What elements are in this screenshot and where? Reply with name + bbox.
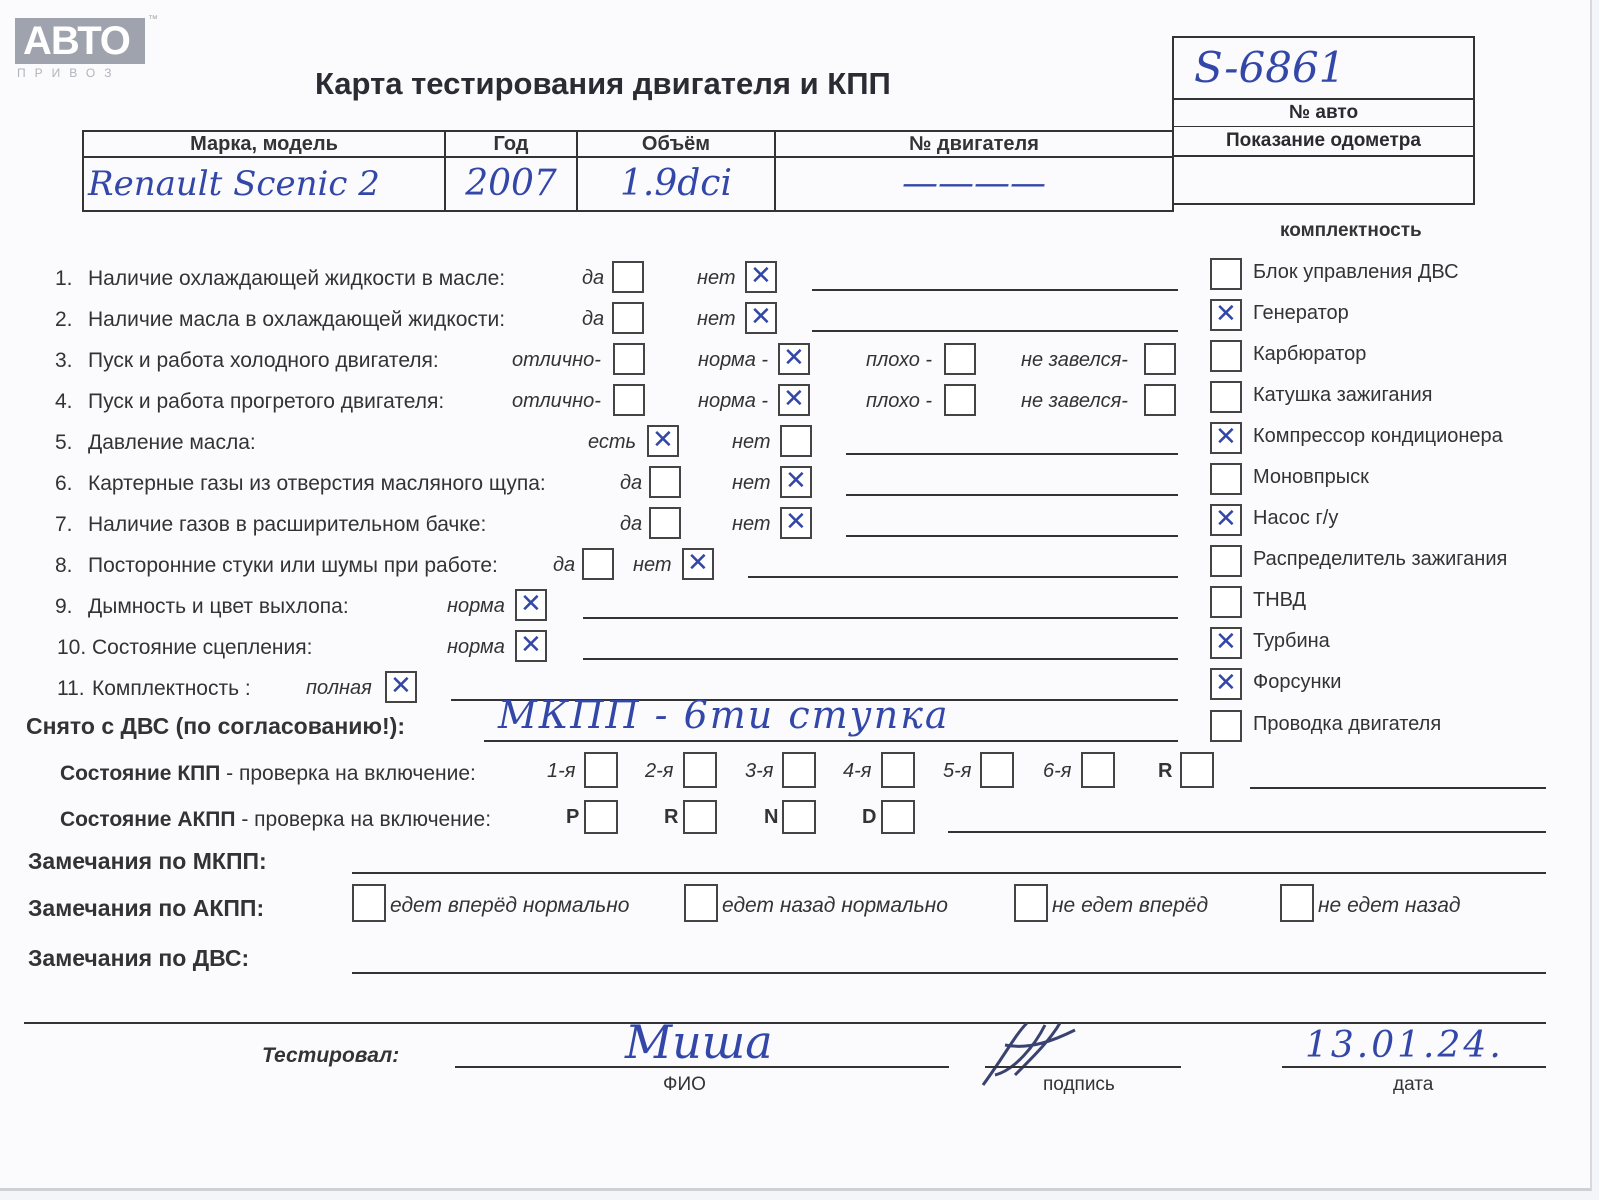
remarks-akpp-label: Замечания по АКПП:: [28, 895, 265, 921]
kpp-line: [1250, 787, 1546, 789]
option-label: нет: [732, 472, 771, 494]
question-number: 10.: [57, 636, 87, 659]
akpp-mode-checkbox[interactable]: [584, 800, 618, 834]
completeness-item-label: ТНВД: [1253, 589, 1307, 611]
question-answer-line: [846, 494, 1178, 496]
option-label: да: [582, 267, 605, 289]
gear-checkbox[interactable]: [683, 752, 717, 788]
question-number: 2.: [55, 308, 73, 331]
question-text: Наличие охлаждающей жидкости в масле:: [88, 267, 506, 290]
option-checkbox[interactable]: [780, 425, 812, 457]
option-checkbox[interactable]: [647, 425, 679, 457]
option-checkbox[interactable]: [944, 343, 976, 375]
gear-label: 4-я: [843, 760, 872, 782]
option-label: плохо -: [866, 349, 933, 371]
option-checkbox[interactable]: [780, 466, 812, 498]
akpp-mode-label: D: [862, 806, 877, 828]
akpp-mode-checkbox[interactable]: [782, 800, 816, 834]
tested-by-label: Тестировал:: [262, 1044, 400, 1067]
option-checkbox[interactable]: [385, 671, 417, 703]
completeness-item-label: Катушка зажигания: [1253, 384, 1433, 406]
akpp-mode-label: N: [764, 806, 779, 828]
page-title: Карта тестирования двигателя и КПП: [315, 66, 891, 101]
volume-label: Объём: [641, 133, 711, 155]
question-number: 4.: [55, 390, 73, 413]
signature-line: [985, 1066, 1181, 1068]
option-checkbox[interactable]: [780, 507, 812, 539]
option-checkbox[interactable]: [778, 384, 810, 416]
option-checkbox[interactable]: [649, 507, 681, 539]
question-answer-line: [812, 330, 1178, 332]
logo-tm: ™: [148, 14, 158, 25]
gear-checkbox[interactable]: [584, 752, 618, 788]
kpp-label-rest: - проверка на включение:: [220, 762, 476, 785]
odometer-value: [1174, 157, 1473, 211]
completeness-item-label: Турбина: [1253, 630, 1330, 652]
remarks-mkpp-label: Замечания по МКПП:: [28, 848, 267, 874]
question-number: 6.: [55, 472, 73, 495]
question-text: Дымность и цвет выхлопа:: [88, 595, 349, 618]
option-label: да: [582, 308, 605, 330]
completeness-checkbox[interactable]: [1210, 545, 1242, 577]
question-text: Пуск и работа прогретого двигателя:: [88, 390, 445, 413]
option-checkbox[interactable]: [612, 261, 644, 293]
completeness-checkbox[interactable]: [1210, 586, 1242, 618]
option-checkbox[interactable]: [745, 302, 777, 334]
gear-checkbox[interactable]: [1180, 752, 1214, 788]
completeness-item-label: Компрессор кондиционера: [1253, 425, 1503, 447]
removed-value: МКПП - 6ти ступка: [498, 693, 950, 737]
option-label: норма -: [698, 349, 769, 371]
volume-value: 1.9dci: [620, 163, 732, 204]
completeness-checkbox[interactable]: [1210, 381, 1242, 413]
option-label: норма: [447, 595, 505, 617]
question-text: Наличие масла в охлаждающей жидкости:: [88, 308, 506, 331]
gear-checkbox[interactable]: [980, 752, 1014, 788]
option-label: да: [620, 513, 643, 535]
akpp-mode-checkbox[interactable]: [683, 800, 717, 834]
option-checkbox[interactable]: [944, 384, 976, 416]
completeness-checkbox[interactable]: [1210, 504, 1242, 536]
option-label: нет: [732, 513, 771, 535]
gear-label: 6-я: [1043, 760, 1072, 782]
option-label: норма: [447, 636, 505, 658]
akpp-remark-checkbox[interactable]: [352, 884, 386, 922]
option-checkbox[interactable]: [613, 343, 645, 375]
completeness-checkbox[interactable]: [1210, 340, 1242, 372]
option-checkbox[interactable]: [515, 630, 547, 662]
name-line: [455, 1066, 949, 1068]
gear-label: 2-я: [645, 760, 674, 782]
year-value: 2007: [465, 163, 557, 204]
option-checkbox[interactable]: [582, 548, 614, 580]
question-text: Посторонние стуки или шумы при работе:: [88, 554, 498, 577]
logo-sub: ПРИВОЗ: [17, 66, 121, 80]
completeness-item-label: Карбюратор: [1253, 343, 1367, 365]
date-caption: дата: [1393, 1074, 1434, 1095]
question-number: 11.: [57, 677, 85, 700]
akpp-remark-label: едет назад нормально: [722, 894, 948, 917]
year-label: Год: [493, 133, 529, 155]
removed-label: Снято с ДВС (по согласованию!):: [26, 713, 405, 739]
completeness-checkbox[interactable]: [1210, 627, 1242, 659]
option-checkbox[interactable]: [682, 548, 714, 580]
option-label: отлично-: [512, 390, 601, 412]
gear-label: 3-я: [745, 760, 774, 782]
completeness-title: комплектность: [1280, 220, 1422, 241]
completeness-item-label: Проводка двигателя: [1253, 713, 1442, 735]
question-answer-line: [748, 576, 1178, 578]
akpp-mode-label: P: [566, 806, 580, 828]
akpp-label: [60, 808, 491, 832]
question-text: Картерные газы из отверстия масляного щупа:: [88, 472, 546, 495]
option-label: полная: [306, 677, 372, 699]
akpp-mode-checkbox[interactable]: [881, 800, 915, 834]
option-checkbox[interactable]: [612, 302, 644, 334]
option-label: да: [620, 472, 643, 494]
akpp-remark-label: едет вперёд нормально: [390, 894, 630, 917]
completeness-item-label: Насос г/у: [1253, 507, 1339, 529]
name-caption: ФИО: [663, 1074, 706, 1095]
avto-privoz-logo: [15, 18, 145, 80]
question-number: 8.: [55, 554, 73, 577]
option-checkbox[interactable]: [778, 343, 810, 375]
tester-name-value: Миша: [625, 1015, 773, 1069]
option-checkbox[interactable]: [745, 261, 777, 293]
gear-label: 1-я: [547, 760, 576, 782]
completeness-checkbox[interactable]: [1210, 668, 1242, 700]
option-label: нет: [697, 267, 736, 289]
question-text: Давление масла:: [88, 431, 256, 454]
akpp-line: [948, 831, 1546, 833]
completeness-checkbox[interactable]: [1210, 422, 1242, 454]
question-answer-line: [812, 289, 1178, 291]
signature-caption: подпись: [1043, 1074, 1115, 1095]
remarks-dvs-label: Замечания по ДВС:: [28, 945, 250, 971]
removed-line: [484, 740, 1178, 742]
remarks-extra-line: [24, 1022, 1546, 1024]
brand-model-label: Марка, модель: [190, 133, 338, 155]
gear-label: 5-я: [943, 760, 972, 782]
odometer-label: Показание одометра: [1174, 127, 1473, 157]
question-answer-line: [583, 658, 1178, 660]
akpp-remark-checkbox[interactable]: [684, 884, 718, 922]
question-text: Пуск и работа холодного двигателя:: [88, 349, 439, 372]
question-text: Наличие газов в расширительном бачке:: [88, 513, 487, 536]
question-number: 9.: [55, 595, 73, 618]
gear-checkbox[interactable]: [782, 752, 816, 788]
question-answer-line: [846, 453, 1178, 455]
option-label: не завелся-: [1021, 349, 1128, 371]
vehicle-header-table: [82, 130, 1174, 212]
option-checkbox[interactable]: [1144, 384, 1176, 416]
logo-main: АВТО: [15, 18, 145, 64]
question-number: 3.: [55, 349, 73, 372]
question-number: 1.: [55, 267, 73, 290]
akpp-remark-checkbox[interactable]: [1280, 884, 1314, 922]
question-text: Комплектность :: [92, 677, 251, 700]
remarks-mkpp-line: [352, 872, 1546, 874]
option-label: нет: [732, 431, 771, 453]
option-checkbox[interactable]: [613, 384, 645, 416]
kpp-label-bold: Состояние КПП: [60, 762, 221, 785]
option-label: нет: [633, 554, 672, 576]
option-label: норма -: [698, 390, 769, 412]
gear-checkbox[interactable]: [1081, 752, 1115, 788]
option-checkbox[interactable]: [515, 589, 547, 621]
question-answer-line: [583, 617, 1178, 619]
akpp-label-bold: Состояние АКПП: [60, 808, 236, 831]
option-label: нет: [697, 308, 736, 330]
completeness-item-label: Форсунки: [1253, 671, 1342, 693]
option-checkbox[interactable]: [649, 466, 681, 498]
akpp-remark-label: не едет назад: [1318, 894, 1461, 917]
auto-number-label: № авто: [1174, 100, 1473, 127]
completeness-checkbox[interactable]: [1210, 710, 1242, 742]
akpp-mode-label: R: [664, 806, 679, 828]
remarks-dvs-line: [352, 972, 1546, 974]
brand-model-value: Renault Scenic 2: [88, 164, 380, 204]
auto-number-box: [1172, 36, 1475, 205]
completeness-item-label: Генератор: [1253, 302, 1349, 324]
option-checkbox[interactable]: [1144, 343, 1176, 375]
question-text: Состояние сцепления:: [92, 636, 313, 659]
akpp-remark-label: не едет вперёд: [1052, 894, 1209, 917]
completeness-item-label: Моновпрыск: [1253, 466, 1369, 488]
option-label: да: [553, 554, 576, 576]
completeness-checkbox[interactable]: [1210, 463, 1242, 495]
completeness-item-label: Блок управления ДВС: [1253, 261, 1459, 283]
completeness-checkbox[interactable]: [1210, 299, 1242, 331]
date-value: 13.01.24.: [1305, 1025, 1504, 1066]
gear-label: R: [1158, 760, 1173, 782]
option-label: плохо -: [866, 390, 933, 412]
date-line: [1282, 1066, 1546, 1068]
auto-number-value: S-6861: [1174, 38, 1473, 100]
gear-checkbox[interactable]: [881, 752, 915, 788]
option-label: не завелся-: [1021, 390, 1128, 412]
completeness-checkbox[interactable]: [1210, 258, 1242, 290]
question-number: 7.: [55, 513, 73, 536]
engine-number-label: № двигателя: [909, 133, 1039, 155]
kpp-label: [60, 762, 476, 786]
akpp-label-rest: - проверка на включение:: [235, 808, 492, 831]
question-answer-line: [846, 535, 1178, 537]
completeness-item-label: Распределитель зажигания: [1253, 548, 1508, 570]
option-label: отлично-: [512, 349, 601, 371]
engine-number-value: ————: [902, 163, 1046, 204]
option-label: есть: [588, 431, 637, 453]
question-number: 5.: [55, 431, 73, 454]
akpp-remark-checkbox[interactable]: [1014, 884, 1048, 922]
